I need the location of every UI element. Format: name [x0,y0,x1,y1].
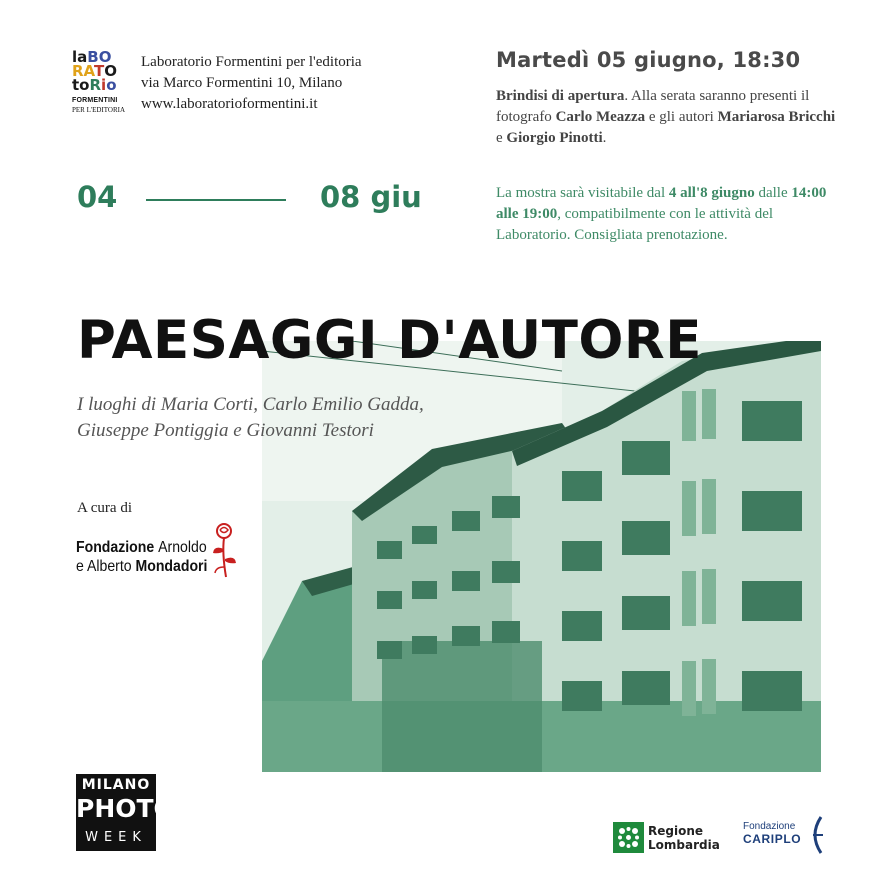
logo-letter-2-2: i [101,76,107,94]
rosa-camuna-icon [613,822,644,853]
organization-name: Laboratorio Formentini per l'editoria [141,54,362,70]
logo-letter-2-0: to [72,76,90,94]
logo-lettering [72,50,128,92]
photographer-name: Carlo Meazza [555,109,646,125]
mpw-week: WEEK [85,830,147,845]
cariplo-fondazione: Fondazione [743,821,796,832]
cariplo-tagline-bar [743,846,801,850]
organization-address: via Marco Formentini 10, Milano [141,75,343,91]
date-range-start: 04 [77,180,118,214]
author-name-1: Mariarosa Bricchi [717,109,836,125]
logo-letter-0-1: BO [87,48,112,66]
date-range-divider [146,199,286,201]
opening-bold-1: Brindisi di apertura [496,88,625,104]
logo-letter-1-2: O [104,62,117,80]
opening-text-8: . [602,130,607,146]
mondadori-word: Mondadori [135,558,208,575]
fondazione-line-1 [76,538,207,557]
arnoldo-word: Arnoldo [158,539,207,556]
logo-letter-2-3: o [106,76,117,94]
regione-lombardia-text [648,824,720,852]
exhibition-title: PAESAGGI D'AUTORE [77,310,702,371]
rose-icon [210,521,238,579]
exhibition-subtitle [77,392,424,444]
mpw-photo: PHOTO [76,794,175,823]
logo-subtitle-formentini: FORMENTINI [72,97,118,104]
organization-info [141,52,362,115]
mpw-milano: MILANO [81,777,151,793]
logo-letter-1-0: RA [72,62,94,80]
logo-letter-1-1: T [94,62,105,80]
lombardia-word: Lombardia [648,838,720,852]
opening-text-6: e [496,130,507,146]
logo-letter-0-0: la [72,48,88,66]
fondazione-word: Fondazione [76,539,159,556]
organization-website[interactable]: www.laboratorioformentini.it [141,96,318,112]
exhibit-hours-info [496,183,836,246]
opening-text-2: . Alla serata saranno presenti il fotografo [496,88,810,125]
fondazione-cariplo-logo [743,821,801,850]
logo-letter-2-1: R [89,76,102,94]
cariplo-name: CARIPLO [743,832,802,846]
exhibit-text-1: La mostra sarà visitabile dal [496,185,669,201]
opening-description [496,86,836,149]
fondazione-mondadori-logo [76,538,225,576]
milano-photo-week-logo [76,774,175,851]
regione-lombardia-icon [613,822,644,853]
fondazione-line-2 [76,557,207,576]
opening-text-4: e gli autori [645,109,718,125]
exhibit-text-5: , compatibilmente con le attività del Laboratorio. Consigliata prenotazione. [496,206,774,243]
curated-by-label: A cura di [77,500,132,516]
exhibit-dates: 4 all'8 giugno [668,185,755,201]
exhibit-hours: 14:00 alle 19:00 [496,185,827,222]
subtitle-line-1: I luoghi di Maria Corti, Carlo Emilio Gadda, [77,394,424,415]
e-alberto-word: e Alberto [76,558,136,575]
opening-date-heading: Martedì 05 giugno, 18:30 [496,48,801,72]
author-name-2: Giorgio Pinotti [506,130,603,146]
cariplo-mark-icon [807,815,825,855]
logo-row-2 [72,78,128,92]
exhibit-text-3: dalle [754,185,792,201]
subtitle-line-2: Giuseppe Pontiggia e Giovanni Testori [77,420,374,441]
regione-word: Regione [648,824,704,838]
date-range-end: 08 giu [320,180,422,214]
logo-subtitle-editoria: PER L'EDITORIA [72,106,126,114]
laboratorio-formentini-logo [72,50,128,120]
